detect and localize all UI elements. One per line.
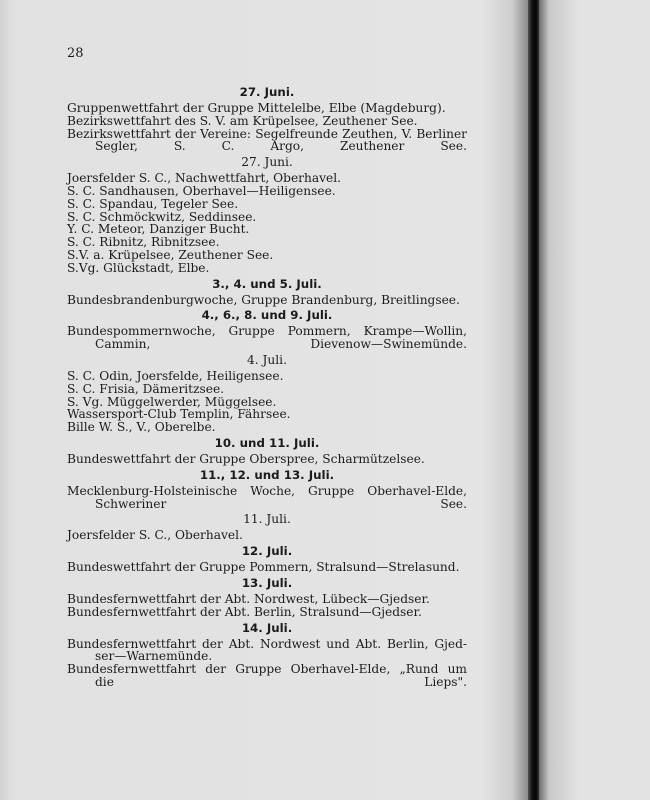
- event-line-continuation: Schweriner See.: [95, 496, 467, 511]
- page-number: 28: [67, 46, 84, 61]
- event-entry: [67, 453, 467, 466]
- event-entry: [67, 294, 467, 307]
- date-heading: 11. Juli.: [243, 512, 291, 527]
- event-line: Bundesfernwettfahrt der Abt. Nordwest und Abt. Berlin, Gjed-: [67, 636, 467, 651]
- schedule-content: [67, 84, 467, 692]
- event-line: S. C. Ribnitz, Ribnitzsee.: [67, 235, 220, 250]
- event-line: S.Vg. Glückstadt, Elbe.: [67, 260, 210, 275]
- date-section: [67, 437, 467, 466]
- event-line: Bezirkswettfahrt des S. V. am Krüpelsee, Zeuthener See.: [67, 113, 418, 128]
- event-line: S. Vg. Müggelwerder, Müggelsee.: [67, 394, 277, 409]
- event-line-continuation: die Lieps".: [95, 674, 467, 689]
- event-entry: [67, 561, 467, 574]
- event-entry: [67, 325, 467, 351]
- date-heading: 13. Juli.: [241, 575, 293, 590]
- date-heading: 11., 12. und 13. Juli.: [199, 467, 335, 482]
- event-entry: [67, 529, 467, 542]
- date-heading: 4. Juli.: [247, 352, 287, 367]
- event-line: S. C. Schmöckwitz, Seddinsee.: [67, 209, 257, 224]
- event-entry: [67, 606, 467, 619]
- event-line: S. C. Sandhausen, Oberhavel—Heiligensee.: [67, 183, 336, 198]
- date-section: [67, 309, 467, 351]
- event-line: Bundesfernwettfahrt der Abt. Nordwest, Lübeck—Gjedser.: [67, 591, 430, 606]
- event-line: Bundesbrandenburgwoche, Gruppe Brandenburg, Breitlingsee.: [67, 292, 460, 307]
- date-section: [67, 156, 467, 274]
- event-line: S. C. Frisia, Dämeritzsee.: [67, 381, 225, 396]
- book-gutter: [528, 0, 539, 800]
- event-line: S.V. a. Krüpelsee, Zeuthener See.: [67, 247, 274, 262]
- date-section: [67, 622, 467, 689]
- event-line: Bundesfernwettfahrt der Abt. Berlin, Stralsund—Gjedser.: [67, 604, 422, 619]
- event-line: Bezirkswettfahrt der Vereine: Segelfreunde Zeuthen, V. Berliner: [67, 126, 467, 141]
- date-heading: 10. und 11. Juli.: [214, 435, 320, 450]
- event-line: S. C. Odin, Joersfelde, Heiligensee.: [67, 368, 284, 383]
- event-line: S. C. Spandau, Tegeler See.: [67, 196, 239, 211]
- event-line: Bille W. S., V., Oberelbe.: [67, 420, 216, 435]
- date-section: [67, 469, 467, 511]
- event-line: Wassersport-Club Templin, Fährsee.: [67, 407, 291, 422]
- date-heading: 4., 6., 8. und 9. Juli.: [201, 308, 333, 323]
- date-section: [67, 278, 467, 307]
- date-section: [67, 577, 467, 619]
- date-heading: 14. Juli.: [241, 620, 293, 635]
- event-entry: [67, 421, 467, 434]
- event-line: Bundeswettfahrt der Gruppe Pommern, Stralsund—Strelasund.: [67, 560, 460, 575]
- date-section: [67, 513, 467, 542]
- event-line: Joersfelder S. C., Nachwettfahrt, Oberhavel.: [67, 171, 341, 186]
- event-line: Bundesfernwettfahrt der Gruppe Oberhavel-Elde, „Rund um: [67, 662, 467, 677]
- event-entry: [67, 638, 467, 664]
- date-section: [67, 545, 467, 574]
- date-heading: 27. Juni.: [239, 85, 295, 99]
- event-line: Mecklenburg-Holsteinische Woche, Gruppe Oberhavel-Elde,: [67, 483, 467, 498]
- date-heading: 12. Juli.: [241, 544, 293, 559]
- event-entry: [67, 663, 467, 689]
- event-line: Joersfelder S. C., Oberhavel.: [67, 528, 243, 543]
- event-line-continuation: Cammin, Dievenow—Swinemünde.: [95, 337, 467, 352]
- event-line: Y. C. Meteor, Danziger Bucht.: [67, 222, 250, 237]
- event-line-continuation: Segler, S. C. Argo, Zeuthener See.: [95, 139, 467, 154]
- right-book-page: [539, 0, 650, 800]
- date-section: [67, 86, 467, 153]
- event-entry: [67, 262, 467, 275]
- event-entry: [67, 485, 467, 511]
- event-line: Bundeswettfahrt der Gruppe Oberspree, Scharmützelsee.: [67, 451, 425, 466]
- event-entry: [67, 128, 467, 154]
- event-line-continuation: ser—Warnemünde.: [95, 649, 213, 664]
- date-heading: 27. Juni.: [241, 155, 293, 170]
- event-line: Gruppenwettfahrt der Gruppe Mittelelbe, Elbe (Magdeburg).: [67, 101, 446, 115]
- date-heading: 3., 4. und 5. Juli.: [212, 276, 322, 291]
- date-section: [67, 354, 467, 434]
- event-line: Bundespommernwoche, Gruppe Pommern, Krampe—Wollin,: [67, 324, 467, 339]
